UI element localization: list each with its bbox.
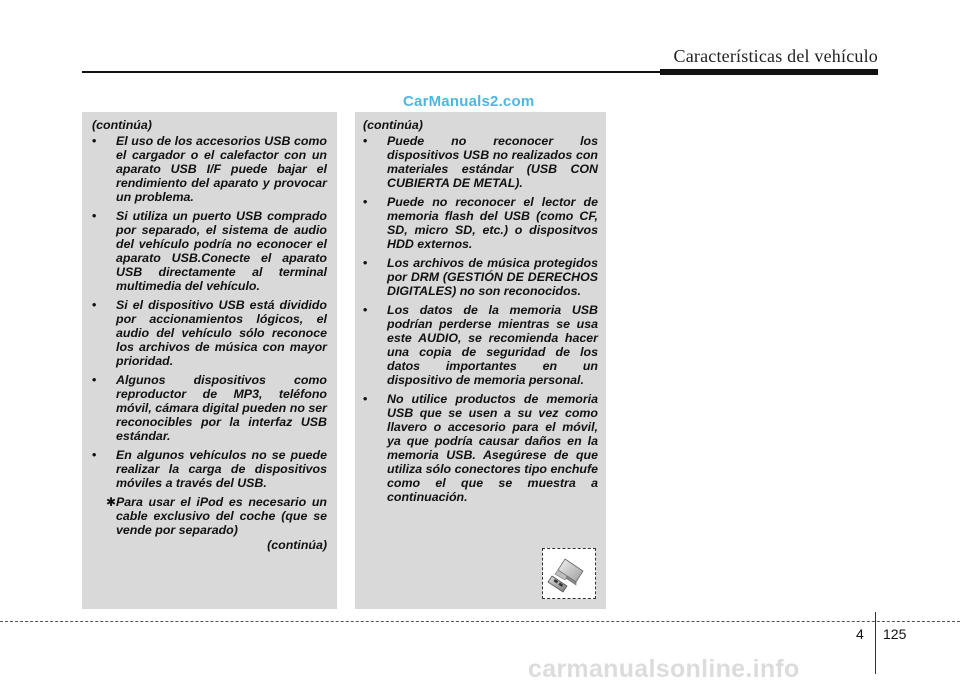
list-item: • Puede no reconocer los dispositivos USB no realizados con materiales estándar (USB CON CUBIERTA DE METAL). [363,134,598,190]
list-item: • Si utiliza un puerto USB comprado por separado, el sistema de audio del vehículo podría no econocer el aparato USB.Conecte el aparato USB directamente al terminal multimedia del vehículo. [92,209,327,293]
page-number: 125 [883,626,907,642]
left-notice-box [82,112,337,609]
list-item: • Los datos de la memoria USB podrían perderse mientras se usa este AUDIO, se recomienda hacer una copia de seguridad de los datos importantes en un dispositivo de memoria personal. [363,303,598,387]
header-rule-thin [82,71,660,73]
usb-connector-illustration [542,548,596,599]
list-item: • Si el dispositivo USB está dividido por accionamientos lógicos, el audio del vehículo sólo reconoce los archivos de música con mayor prioridad. [92,298,327,368]
list-item: • Puede no reconocer el lector de memoria flash del USB (como CF, SD, micro SD, etc.) o dispositvos HDD externos. [363,195,598,251]
header-rule-thick [660,69,878,75]
page-header-title: Características del vehículo [673,46,878,66]
left-bullet-list [92,134,327,490]
list-item: • Los archivos de música protegidos por DRM (GESTIÓN DE DERECHOS DIGITALES) no son reconocidos. [363,256,598,298]
continued-end-label: (continúa) [267,538,327,552]
list-item: • El uso de los accesorios USB como el cargador o el calefactor con un aparato USB I/F puede bajar el rendimiento del aparato y provocar un problema. [92,134,327,204]
right-notice-box [355,112,606,609]
list-item: • Algunos dispositivos como reproductor de MP3, teléfono móvil, cámara digital pueden no ser reconocibles por la interfaz USB estándar. [92,373,327,443]
note-text: Para usar el iPod es necesario un cable exclusivo del coche (que se vende por separado) [116,495,327,537]
continued-label: (continúa) [363,118,423,132]
ipod-note [92,495,327,537]
page-divider [875,612,876,674]
list-item: • No utilice productos de memoria USB que se usen a su vez como llavero o accesorio para el móvil, ya que podría causar daños en la memoria USB. Asegúrese de que utiliza sólo conectores tipo enchufe como el que se muestra a continuación. [363,392,598,504]
chapter-number: 4 [856,626,864,642]
footer-rule [0,621,960,622]
asterisk-note-icon: ✱ [106,495,117,509]
watermark-carmanualsonline[interactable]: carmanualsonline.info [528,655,800,683]
right-bullet-list [363,134,598,504]
list-item: • En algunos vehículos no se puede realizar la carga de dispositivos móviles a través del USB. [92,448,327,490]
watermark-carmanuals2[interactable]: CarManuals2.com [403,93,535,110]
continued-label: (continúa) [92,118,152,132]
usb-connector-icon [543,549,595,598]
